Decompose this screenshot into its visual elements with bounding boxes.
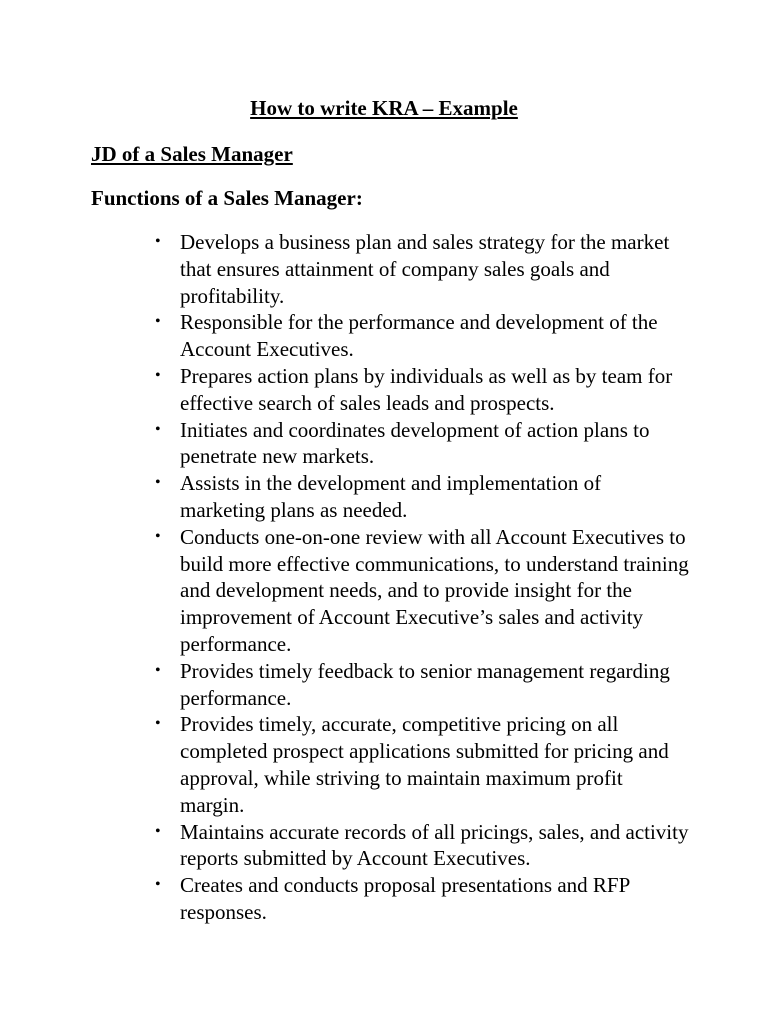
list-item <box>155 711 690 818</box>
list-item-text: Develops a business plan and sales strategy for the market that ensures attainment of company sales goals and profitability. <box>180 230 670 308</box>
list-item <box>155 872 690 926</box>
functions-list <box>155 229 690 926</box>
bullet-icon: • <box>155 420 161 438</box>
bullet-icon: • <box>155 876 161 894</box>
section-subtitle: Functions of a Sales Manager: <box>91 186 363 210</box>
list-item <box>155 524 690 658</box>
list-item-text: Prepares action plans by individuals as well as by team for effective search of sales leads and prospects. <box>180 363 673 415</box>
bullet-icon: • <box>155 822 161 840</box>
bullet-icon: • <box>155 527 161 545</box>
list-item <box>155 470 690 524</box>
bullet-icon: • <box>155 661 161 679</box>
list-item <box>155 819 690 873</box>
bullet-icon: • <box>155 366 161 384</box>
section-title: JD of a Sales Manager <box>91 142 293 166</box>
bullet-icon: • <box>155 233 161 250</box>
list-item-text: Assists in the development and implementation of marketing plans as needed. <box>180 471 602 522</box>
bullet-icon: • <box>155 313 161 331</box>
list-item <box>155 363 690 417</box>
page-title: How to write KRA – Example <box>250 96 518 120</box>
list-item-text: Provides timely, accurate, competitive pricing on all completed prospect applications submitted for pricing and approval, while striving to maintain maximum profit margin. <box>180 712 669 817</box>
list-item-text: Conducts one-on-one review with all Account Executives to build more effective communications, to understand training and development needs, and to provide insight for the improvement of Account Executive’s sales and activity performance. <box>180 524 689 656</box>
list-item-text: Creates and conducts proposal presentations and RFP responses. <box>180 873 630 924</box>
list-item <box>155 417 690 471</box>
list-item <box>155 229 690 309</box>
list-item <box>155 658 690 712</box>
list-item-text: Provides timely feedback to senior management regarding performance. <box>180 658 670 710</box>
list-item-text: Maintains accurate records of all pricings, sales, and activity reports submitted by Account Executives. <box>180 819 689 871</box>
bullet-icon: • <box>155 474 161 492</box>
list-item <box>155 309 690 363</box>
list-item-text: Responsible for the performance and development of the Account Executives. <box>180 310 658 362</box>
list-item-text: Initiates and coordinates development of action plans to penetrate new markets. <box>180 417 650 469</box>
bullet-icon: • <box>155 715 161 733</box>
